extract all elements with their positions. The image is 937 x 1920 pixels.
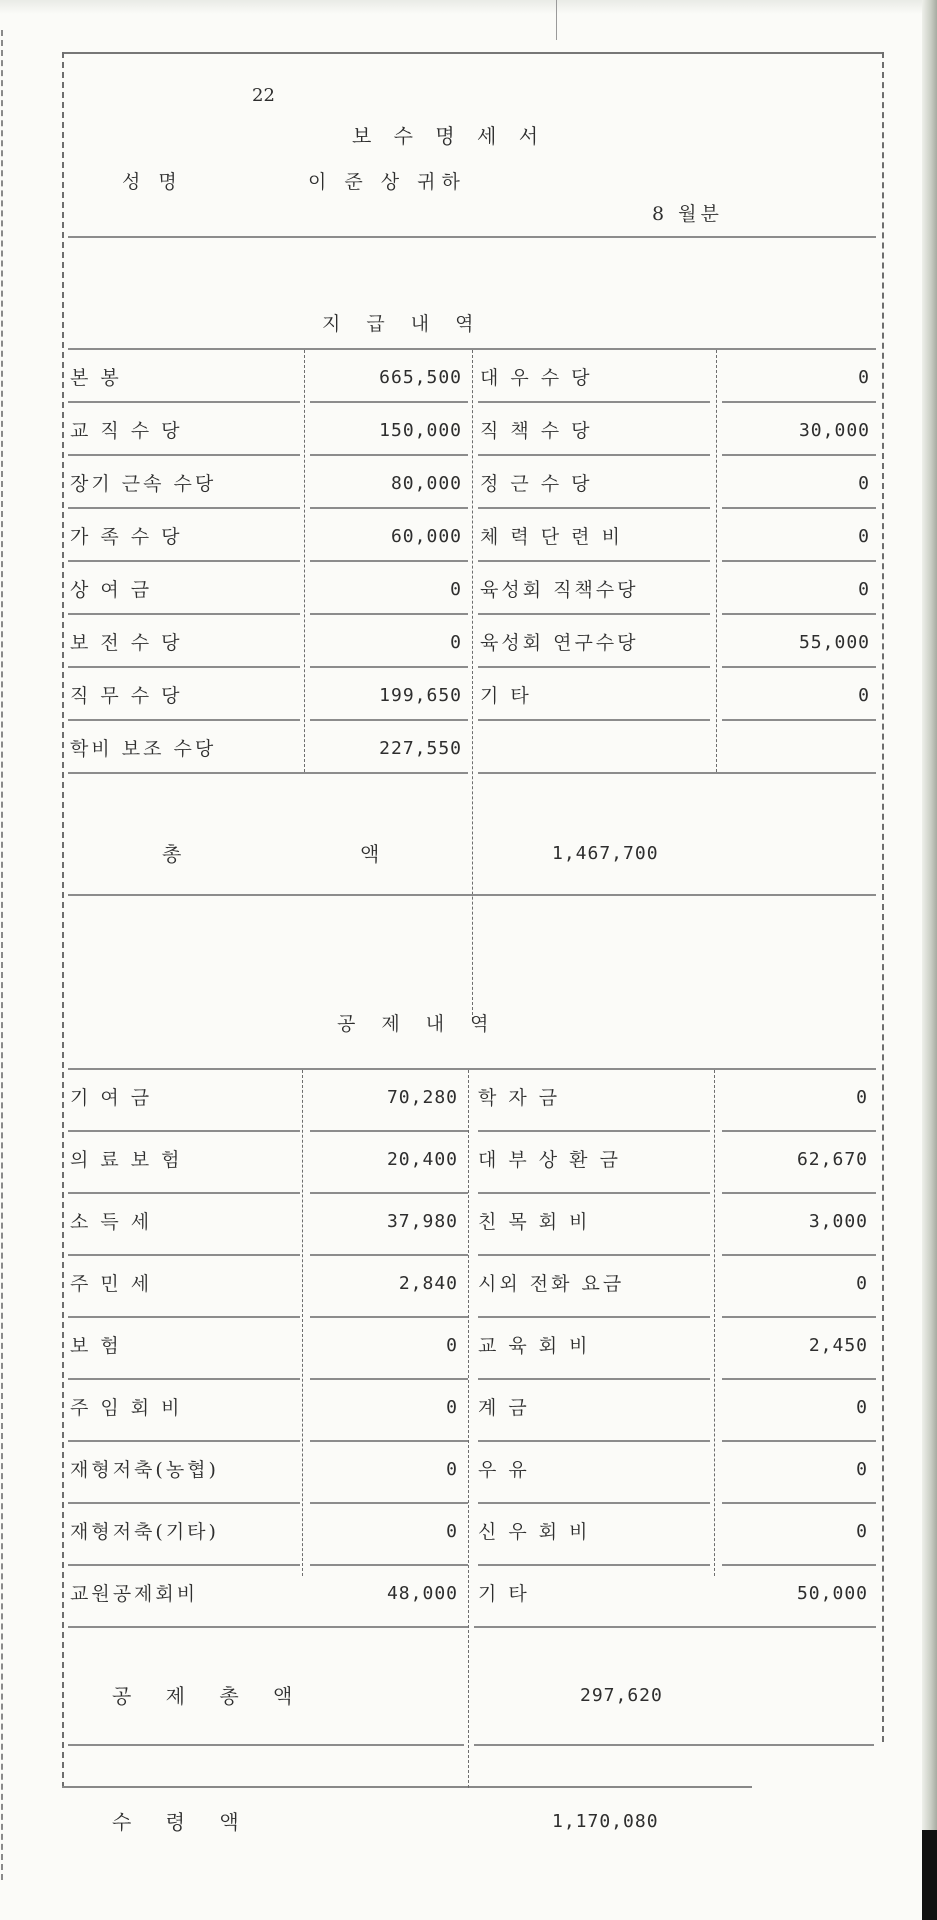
row-divider <box>478 719 710 721</box>
row-right-label: 정 근 수 당 <box>480 473 593 495</box>
row-divider <box>722 666 876 668</box>
row-divider <box>310 613 468 615</box>
row-divider <box>68 1192 300 1194</box>
row-left-label: 상 여 금 <box>70 579 153 601</box>
gross-total-value: 1,467,700 <box>552 843 659 864</box>
row-left-label: 보 험 <box>70 1335 122 1357</box>
row-divider <box>722 1378 876 1380</box>
divider <box>474 1626 874 1628</box>
row-divider <box>68 1254 300 1256</box>
row-divider <box>478 1192 710 1194</box>
payments-section-title: 지 급 내 역 <box>322 313 484 335</box>
frame-border <box>882 52 884 1742</box>
row-divider <box>68 719 300 721</box>
row-left-value: 227,550 <box>379 738 462 759</box>
frame-border <box>62 52 64 1788</box>
row-divider <box>478 1130 710 1132</box>
row-divider <box>722 1440 876 1442</box>
row-divider <box>68 560 300 562</box>
row-divider <box>722 1502 876 1504</box>
column-line <box>304 350 305 772</box>
row-divider <box>478 1440 710 1442</box>
row-right-label: 친 목 회 비 <box>478 1211 591 1233</box>
net-pay-label: 수 령 액 <box>112 1810 253 1834</box>
row-divider <box>310 666 468 668</box>
row-divider <box>310 454 468 456</box>
fold-line <box>556 0 557 40</box>
net-pay-value: 1,170,080 <box>552 1811 659 1832</box>
row-left-value: 0 <box>446 1397 458 1418</box>
row-divider <box>310 1564 468 1566</box>
divider <box>68 236 876 238</box>
row-left-value: 150,000 <box>379 420 462 441</box>
row-divider <box>68 507 300 509</box>
row-divider <box>68 1378 300 1380</box>
employee-name: 이 준 상 귀하 <box>308 171 466 193</box>
row-right-value: 50,000 <box>796 1583 868 1604</box>
row-divider <box>722 1192 876 1194</box>
row-right-label: 교 육 회 비 <box>478 1335 591 1357</box>
row-divider <box>478 613 710 615</box>
divider <box>478 772 876 774</box>
row-divider <box>478 560 710 562</box>
row-right-value: 0 <box>858 367 870 388</box>
row-right-label: 우 유 <box>478 1459 530 1481</box>
row-left-value: 0 <box>446 1335 458 1356</box>
row-left-value: 37,980 <box>386 1211 458 1232</box>
row-right-value: 0 <box>858 579 870 600</box>
row-left-label: 재형저축(기타) <box>70 1521 219 1543</box>
row-left-label: 교원공제회비 <box>70 1583 199 1605</box>
row-divider <box>68 1564 300 1566</box>
row-divider <box>310 1378 468 1380</box>
divider <box>68 1626 464 1628</box>
row-divider <box>478 1378 710 1380</box>
row-right-label: 학 자 금 <box>478 1087 561 1109</box>
row-right-label: 기 타 <box>478 1583 530 1605</box>
row-left-value: 0 <box>446 1521 458 1542</box>
row-divider <box>722 401 876 403</box>
row-left-label: 주 임 회 비 <box>70 1397 183 1419</box>
row-right-value: 0 <box>858 685 870 706</box>
row-right-label: 신 우 회 비 <box>478 1521 591 1543</box>
row-divider <box>722 507 876 509</box>
column-line <box>472 350 473 1020</box>
total-label-2: 액 <box>360 842 380 866</box>
row-right-value: 62,670 <box>796 1149 868 1170</box>
row-left-label: 기 여 금 <box>70 1087 153 1109</box>
name-label: 성 명 <box>122 171 183 193</box>
frame-border <box>62 52 884 54</box>
row-divider <box>310 1502 468 1504</box>
deduction-total-label: 공 제 총 액 <box>112 1684 307 1708</box>
row-right-label: 시외 전화 요금 <box>478 1273 625 1295</box>
row-left-value: 0 <box>446 1459 458 1480</box>
row-left-label: 직 무 수 당 <box>70 685 183 707</box>
row-divider <box>722 1254 876 1256</box>
row-left-value: 665,500 <box>379 367 462 388</box>
row-divider <box>722 1316 876 1318</box>
row-divider <box>310 1192 468 1194</box>
row-right-label: 육성회 직책수당 <box>480 579 639 601</box>
row-left-label: 본 봉 <box>70 367 122 389</box>
row-divider <box>722 719 876 721</box>
row-left-label: 장기 근속 수당 <box>70 473 217 495</box>
row-divider <box>68 1316 300 1318</box>
row-right-value: 0 <box>858 526 870 547</box>
total-label-1: 총 <box>162 842 182 866</box>
row-left-label: 보 전 수 당 <box>70 632 183 654</box>
deduction-total-value: 297,620 <box>580 1685 663 1706</box>
row-divider <box>68 613 300 615</box>
divider <box>68 1068 876 1070</box>
row-divider <box>478 666 710 668</box>
row-left-value: 199,650 <box>379 685 462 706</box>
row-divider <box>310 719 468 721</box>
row-left-label: 재형저축(농협) <box>70 1459 219 1481</box>
row-divider <box>68 1130 300 1132</box>
row-right-label: 체 력 단 련 비 <box>480 526 623 548</box>
row-divider <box>478 1254 710 1256</box>
row-divider <box>68 666 300 668</box>
row-right-label: 직 책 수 당 <box>480 420 593 442</box>
row-left-value: 60,000 <box>390 526 462 547</box>
row-left-value: 2,840 <box>398 1273 458 1294</box>
column-line <box>714 1070 715 1576</box>
row-divider <box>478 1316 710 1318</box>
row-divider <box>310 507 468 509</box>
row-right-label: 대 우 수 당 <box>480 367 593 389</box>
paper-right-edge <box>922 0 937 1920</box>
row-divider <box>310 1440 468 1442</box>
row-left-value: 0 <box>450 579 462 600</box>
document-title: 보 수 명 세 서 <box>352 124 547 148</box>
pay-statement <box>62 52 884 1834</box>
row-divider <box>722 1564 876 1566</box>
perforation-left <box>1 30 3 1880</box>
row-right-label: 육성회 연구수당 <box>480 632 639 654</box>
row-left-value: 20,400 <box>386 1149 458 1170</box>
frame-border <box>62 1786 752 1788</box>
row-divider <box>478 454 710 456</box>
row-divider <box>722 1130 876 1132</box>
row-left-label: 의 료 보 험 <box>70 1149 183 1171</box>
row-divider <box>68 1440 300 1442</box>
row-divider <box>478 401 710 403</box>
row-divider <box>478 1502 710 1504</box>
row-divider <box>722 613 876 615</box>
divider <box>68 772 468 774</box>
row-left-label: 가 족 수 당 <box>70 526 183 548</box>
row-right-value: 55,000 <box>798 632 870 653</box>
pay-month: 8 월분 <box>652 203 723 225</box>
row-left-label: 소 득 세 <box>70 1211 153 1233</box>
row-divider <box>478 507 710 509</box>
row-divider <box>310 1130 468 1132</box>
row-divider <box>68 454 300 456</box>
row-divider <box>722 560 876 562</box>
row-right-value: 0 <box>856 1521 868 1542</box>
row-divider <box>722 454 876 456</box>
row-left-value: 48,000 <box>386 1583 458 1604</box>
row-right-label: 기 타 <box>480 685 532 707</box>
row-right-value: 30,000 <box>798 420 870 441</box>
column-line <box>302 1070 303 1576</box>
divider <box>68 894 876 896</box>
row-divider <box>68 1502 300 1504</box>
row-divider <box>68 401 300 403</box>
row-right-value: 0 <box>858 473 870 494</box>
divider <box>474 1744 874 1746</box>
paper-top-shade <box>0 0 937 14</box>
row-left-label: 주 민 세 <box>70 1273 153 1295</box>
row-right-value: 3,000 <box>808 1211 868 1232</box>
row-right-value: 0 <box>856 1273 868 1294</box>
row-divider <box>310 401 468 403</box>
row-divider <box>310 560 468 562</box>
row-right-value: 2,450 <box>808 1335 868 1356</box>
page-number: 22 <box>252 85 275 106</box>
row-left-value: 70,280 <box>386 1087 458 1108</box>
row-divider <box>478 1564 710 1566</box>
row-divider <box>310 1254 468 1256</box>
row-left-label: 교 직 수 당 <box>70 420 183 442</box>
row-divider <box>310 1316 468 1318</box>
divider <box>68 1744 464 1746</box>
column-line <box>468 1070 469 1788</box>
row-right-value: 0 <box>856 1087 868 1108</box>
row-left-value: 0 <box>450 632 462 653</box>
row-right-value: 0 <box>856 1459 868 1480</box>
row-left-value: 80,000 <box>390 473 462 494</box>
row-right-value: 0 <box>856 1397 868 1418</box>
deductions-section-title: 공 제 내 역 <box>337 1013 499 1035</box>
row-right-label: 계 금 <box>478 1397 530 1419</box>
row-left-label: 학비 보조 수당 <box>70 738 217 760</box>
scan-dark-corner <box>922 1830 937 1920</box>
row-right-label: 대 부 상 환 금 <box>478 1149 621 1171</box>
column-line <box>716 350 717 772</box>
